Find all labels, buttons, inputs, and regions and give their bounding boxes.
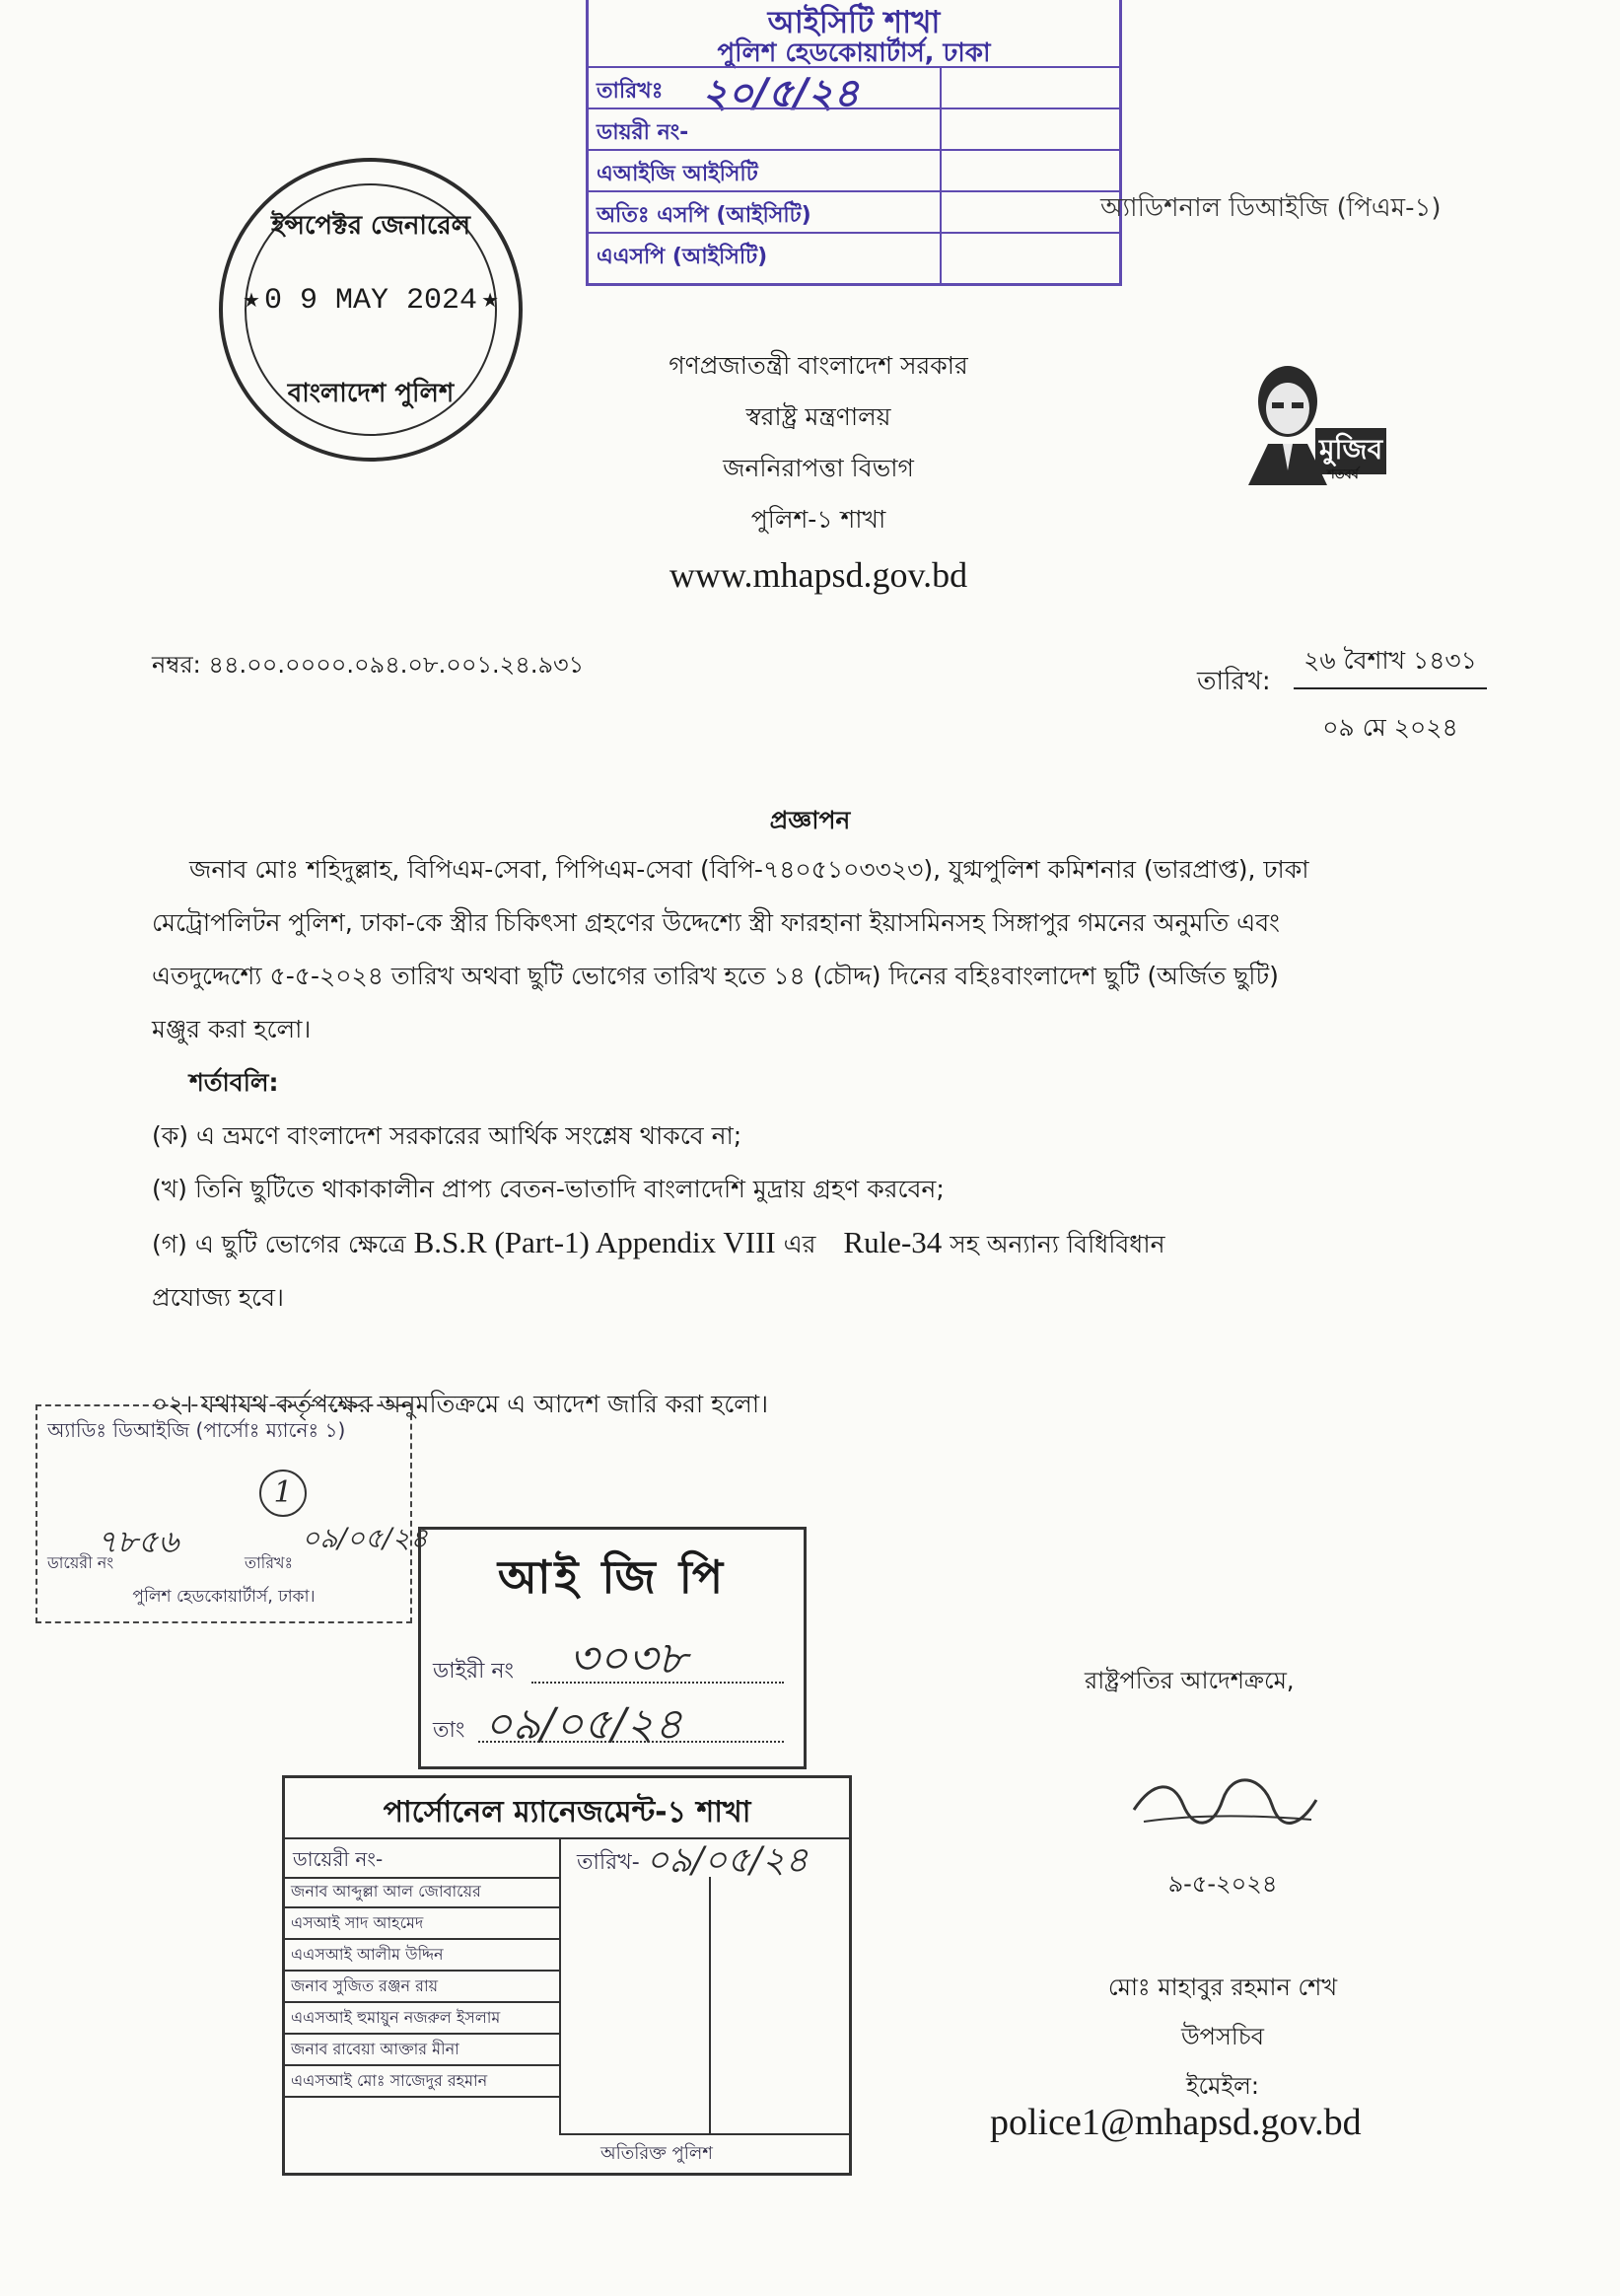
ict-stamp-line1: আইসিটি শাখা <box>767 5 941 40</box>
adig-stamp-circled: 1 <box>259 1470 307 1517</box>
adig-stamp-diary-label: ডায়েরী নং <box>47 1553 114 1572</box>
pm-stamp-name: জনাব রাবেয়া আক্তার মীনা <box>285 2035 559 2066</box>
condition-a: (ক) এ ভ্রমণে বাংলাদেশ সরকারের আর্থিক সংশ্লেষ থাকবে না; <box>152 1121 742 1150</box>
ict-stamp-line2: পুলিশ হেডকোয়ার্টার্স, ঢাকা <box>717 38 991 68</box>
signature-icon <box>1124 1770 1321 1839</box>
signatory-email[interactable]: police1@mhapsd.gov.bd <box>990 2102 1362 2143</box>
ict-stamp-diary-label: ডায়রী নং- <box>597 120 689 145</box>
notice-para-line3: এতদুদ্দেশ্যে ৫-৫-২০২৪ তারিখ অথবা ছুটি ভোগের তারিখ হতে ১৪ (চৌদ্দ) দিনের বহিঃবাংলাদেশ ছুটি (অর্জিত ছুটি) <box>152 962 1279 990</box>
pm-stamp-name-list <box>285 1877 559 2098</box>
notice-para-line4: মঞ্জুর করা হলো। <box>152 1015 312 1043</box>
notice-para-line1: জনাব মোঃ শহিদুল্লাহ, বিপিএম-সেবা, পিপিএম-সেবা (বিপি-৭৪০৫১০৩৩২৩), যুগ্মপুলিশ কমিশনার (ভারপ্রাপ্ত), ঢাকা <box>189 855 1309 884</box>
condition-c <box>152 1216 1489 1271</box>
ict-stamp-row5: এএসপি (আইসিটি) <box>597 245 768 269</box>
header-line2: স্বরাষ্ট্র মন্ত্রণালয় <box>745 402 891 431</box>
header-line4: পুলিশ-১ শাখা <box>750 505 886 534</box>
signatory-designation: উপসচিব <box>1180 2023 1265 2050</box>
logo-text: মুজিব <box>1315 428 1386 474</box>
personnel-management-stamp <box>282 1775 852 2176</box>
letterhead <box>552 340 1085 601</box>
header-line1: গণপ্রজাতন্ত্রী বাংলাদেশ সরকার <box>669 351 968 380</box>
memo-date-bangla: ২৬ বৈশাখ ১৪৩১ <box>1294 641 1487 689</box>
pm-stamp-date: ০৯/০৫/২৪ <box>646 1840 809 1881</box>
pm-stamp-name: জনাব সুজিত রঞ্জন রায় <box>285 1972 559 2003</box>
adig-stamp-date: ০৯/০৫/২৪ <box>302 1522 428 1554</box>
ict-stamp-date-label: তারিখঃ <box>597 79 664 104</box>
igp-stamp-date-label: তাং <box>433 1718 465 1743</box>
igp-stamp-diary-label: ডাইরী নং <box>433 1659 515 1684</box>
condition-c-mid: এর <box>783 1230 816 1258</box>
seal-date: 0 9 MAY 2024 <box>263 284 478 318</box>
pm-stamp-name: এসআই সাদ আহমেদ <box>285 1908 559 1940</box>
pm-stamp-name: এএসআই হুমায়ুন নজরুল ইসলাম <box>285 2003 559 2035</box>
memo-number: নম্বর: ৪৪.০০.০০০০.০৯৪.০৮.০০১.২৪.৯৩১ <box>152 651 585 679</box>
condition-c-post: সহ অন্যান্য বিধিবিধান <box>950 1230 1165 1258</box>
igp-stamp <box>418 1527 807 1769</box>
ict-stamp-date-value: ২০/৫/২৪ <box>702 70 860 116</box>
addl-dig-note: অ্যাডিশনাল ডিআইজি (পিএম-১) <box>1100 193 1442 223</box>
condition-c-line2: প্রযোজ্য হবে। <box>152 1283 284 1312</box>
inspector-general-seal <box>219 158 523 462</box>
igp-stamp-date: ০৯/০৫/২৪ <box>484 1699 683 1750</box>
pm-stamp-footer: অতিরিক্ত পুলিশ <box>600 2143 713 2164</box>
condition-c-ref1: B.S.R (Part-1) Appendix VIII <box>413 1225 776 1259</box>
seal-star-left-icon: ★ <box>243 288 260 312</box>
president-order: রাষ্ট্রপতির আদেশক্রমে, <box>1085 1667 1295 1694</box>
header-website: www.mhapsd.gov.bd <box>669 555 968 595</box>
condition-c-pre: (গ) এ ছুটি ভোগের ক্ষেত্রে <box>152 1230 406 1258</box>
memo-date-label: তারিখ: <box>1197 667 1271 696</box>
signatory-name: মোঃ মাহাবুর রহমান শেখ <box>1107 1973 1338 2001</box>
adig-stamp-date-label: তারিখঃ <box>245 1553 294 1572</box>
condition-c-ref2: Rule-34 <box>843 1225 943 1259</box>
ict-stamp-row4: অতিঃ এসপি (আইসিটি) <box>597 203 811 228</box>
adig-stamp-footer: পুলিশ হেডকোয়ার্টার্স, ঢাকা। <box>132 1587 316 1607</box>
ict-stamp-row3: এআইজি আইসিটি <box>597 162 758 186</box>
pm-stamp-name: এএসআই আলীম উদ্দিন <box>285 1940 559 1972</box>
seal-star-right-icon: ★ <box>481 288 499 312</box>
notice-para2: ০২। যথাযথ কর্তৃপক্ষের অনুমতিক্রমে এ আদেশ জারি করা হলো। <box>152 1390 769 1418</box>
memo-date-gregorian: ০৯ মে ২০২৪ <box>1322 713 1458 742</box>
sign-date: ৯-৫-২০২৪ <box>1167 1870 1278 1898</box>
pm-stamp-diary-label: ডায়েরী নং- <box>293 1847 384 1871</box>
pm-stamp-name: জনাব আব্দুল্লা আল জোবায়ের <box>285 1877 559 1908</box>
seal-top-text: ইন্সপেক্টর জেনারেল <box>270 211 471 241</box>
seal-bottom-text: বাংলাদেশ পুলিশ <box>287 379 455 408</box>
adig-stamp-title: অ্যাডিঃ ডিআইজি (পার্সোঃ ম্যানেঃ ১) <box>47 1418 346 1442</box>
conditions-title: শর্তাবলি: <box>189 1068 279 1097</box>
notice-title: প্রজ্ঞাপন <box>769 806 851 834</box>
pm-stamp-title: পার্সোনেল ম্যানেজমেন্ট-১ শাখা <box>383 1795 751 1830</box>
logo-subtext: শতবর্ষ <box>1327 467 1359 482</box>
notice-body <box>152 843 1489 1431</box>
notice-para-line2: মেট্রোপলিটন পুলিশ, ঢাকা-কে স্ত্রীর চিকিৎসা গ্রহণের উদ্দেশ্যে স্ত্রী ফারহানা ইয়াসমিনসহ সিঙ্গাপুর গমনের অনুমতি এবং <box>152 908 1280 937</box>
pm-stamp-date-label: তারিখ- <box>577 1850 640 1875</box>
ict-branch-stamp <box>586 0 1122 286</box>
mujib-borsho-logo <box>1229 347 1416 485</box>
pm-stamp-name: এএসআই মোঃ সাজেদুর রহমান <box>285 2066 559 2098</box>
igp-stamp-title: আই জি পি <box>497 1550 728 1604</box>
condition-b: (খ) তিনি ছুটিতে থাকাকালীন প্রাপ্য বেতন-ভাতাদি বাংলাদেশি মুদ্রায় গ্রহণ করবেন; <box>152 1175 945 1203</box>
igp-stamp-diary-no: ৩০৩৮ <box>569 1631 687 1685</box>
signatory-block <box>1025 1963 1420 2111</box>
header-line3: জননিরাপত্তা বিভাগ <box>723 454 914 482</box>
adig-personnel-stamp <box>35 1404 428 1623</box>
adig-stamp-diary-no: ৭৮৫৬ <box>97 1523 179 1560</box>
email-label: ইমেইল: <box>1186 2072 1259 2100</box>
